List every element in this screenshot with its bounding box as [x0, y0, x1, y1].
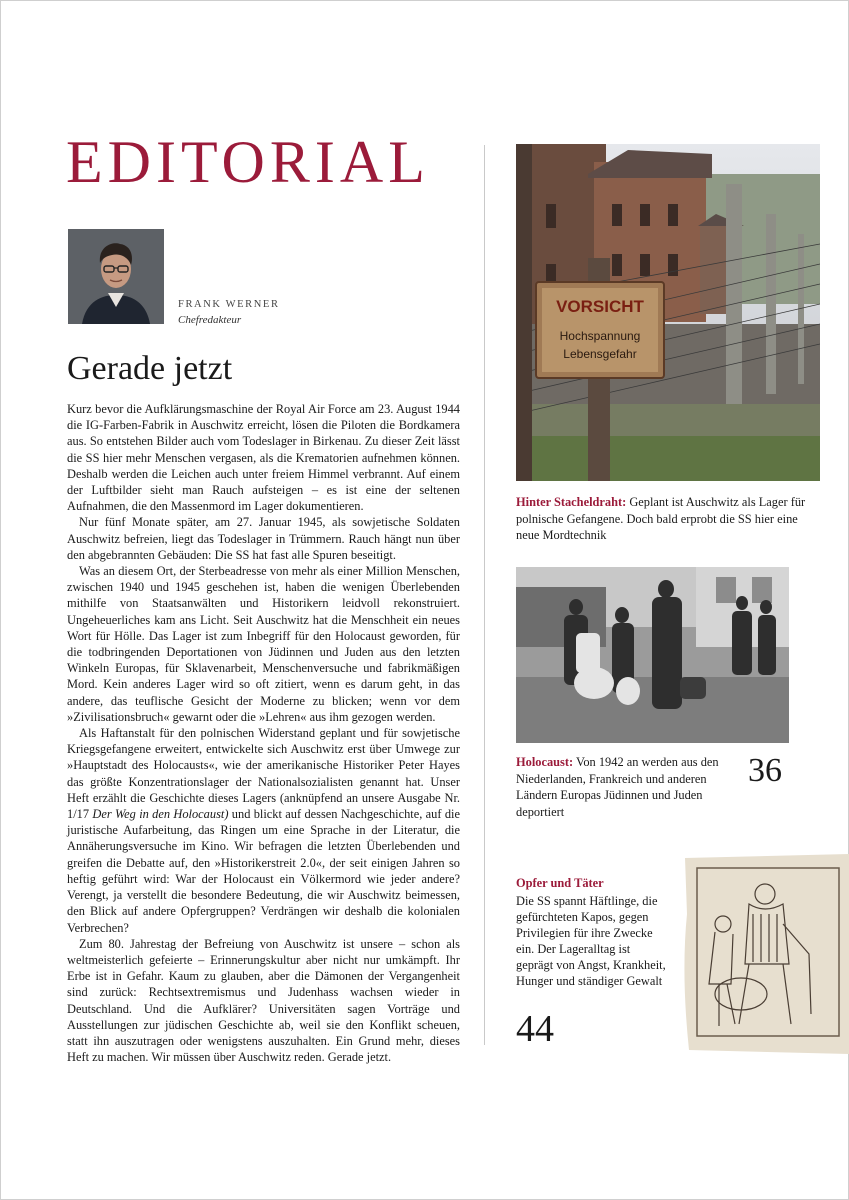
caption-lead: Opfer und Täter [516, 876, 604, 890]
sign-warning-text: VORSICHT [556, 297, 644, 316]
deportation-photo [516, 567, 789, 743]
author-name: FRANK WERNER [178, 299, 280, 310]
caption-lead: Hinter Stacheldraht: [516, 495, 627, 509]
article-body [67, 401, 460, 1065]
page-reference-36: 36 [748, 752, 782, 789]
caption-holocaust [516, 754, 731, 820]
paragraph: Kurz bevor die Aufklärungsmaschine der Royal Air Force am 23. August 1944 die IG-Farben-Fabrik in Auschwitz erreicht, lösen die Piloten die Bordkamera aus. So entstehen Bilder auch vom Todeslager in Birkenau. Zu dieser Zeit lässt die SS hier mehr Menschen vergasen, als die Krematorien aufnehmen können. Deshalb werden die Leichen auch unter freiem Himmel verbrannt. Auf einem der Luftbilder sieht man Rauch aufsteigen – es ist eine der seltenen Aufnahmen, die den Massenmord im Lager dokumentieren. [67, 402, 460, 514]
caption-barbed-wire [516, 494, 816, 544]
author-portrait [68, 229, 164, 324]
barbed-wire-photo [516, 144, 820, 481]
caption-victims-perpetrators: Die SS spannt Häftlinge, die gefürchteten Kapos, gegen Privilegien für ihre Zwecke ein. Der Lageralltag ist geprägt von Angst, Krankheit, Hunger und ständiger Gewalt [516, 894, 666, 988]
column-divider [484, 145, 485, 1045]
paragraph-text: und blickt auf dessen Nachgeschichte, auf die juristische Aufarbeitung, das Ringen um eine Sprache in der Literatur, die Annäherungsversuche im Kino. Wir befragen die letzten Überlebenden und greifen die Debatte auf, den »Historikerstreit 2.0«, der seit einigen Jahren so heftig geführt wird: War der Holocaust ein Völkermord wie jeder andere? Verengt, ja verstellt die besondere Bedeutung, die wir Auschwitz beimessen, den Blick auf andere Opfergruppen? Verdrängen wir deshalb die kolonialen Verbrechen? [67, 807, 460, 935]
issue-title: Der Weg in den Holocaust) [92, 807, 229, 822]
paragraph: Zum 80. Jahrestag der Befreiung von Auschwitz ist unsere – schon als weltmeisterlich gefeierte – Erinnerungskultur aber nicht nur umkämpft. Ihr Erbe ist in Gefahr. Kaum zu glauben, aber die Dämonen der Vergangenheit sind zurück: Rechtsextremismus und Judenhass wachsen wieder in Deutschland. Und die Aufklärer? Universitäten sagen Vorträge und Ausstellungen zur jüdischen Geschichte ab, weil sie den Konflikt scheuen, statt ihn auszutragen oder wenigstens auszuhalten. Ein Grund mehr, dieses Heft zu machen. Wir müssen über Auschwitz reden. Gerade jetzt. [67, 936, 460, 1065]
sign-danger-text: Lebensgefahr [563, 347, 637, 361]
author-role: Chefredakteur [178, 314, 242, 326]
caption-lead: Holocaust: [516, 755, 574, 769]
article-title: Gerade jetzt [67, 350, 233, 387]
prisoner-drawing [679, 854, 849, 1054]
caption-text: Von 1942 an werden aus den Niederlanden, Frankreich und anderen Ländern Europas Jüdinnen und Juden deportiert [516, 755, 719, 819]
caption-text: Geplant ist Auschwitz als Lager für polnische Gefangene. Doch bald erprobt die SS hier eine neue Mordtechnik [516, 495, 806, 542]
paragraph [67, 725, 460, 936]
paragraph: Was an diesem Ort, der Sterbeadresse von mehr als einer Million Menschen, zwischen 1940 und 1945 geschehen ist, haben die wenigen Überlebenden mithilfe von Staatsanwälten und Historikern leidvoll rekonstruiert. Ungeheuerliches kam ans Licht. Seit Auschwitz hat die Menschheit ein neues Wort für Hölle. Das Lager ist zum Inbegriff für den Holocaust geworden, für die todbringenden Deportationen von Jüdinnen und Juden aus den letzten Winkeln Europas, für Sklavenarbeit, Menschenversuche und fabrikmäßigen Mord. Kein anderes Lager wird so oft zitiert, wenn es darum geht, in das andere, das teuflische Gesicht der Moderne zu blicken; wenn vor dem »Zivilisationsbruch« gewarnt oder die »Lehren« aus ihm gezogen werden. [67, 564, 460, 724]
page-reference-44: 44 [516, 1008, 554, 1050]
paragraph: Nur fünf Monate später, am 27. Januar 1945, als sowjetische Soldaten Auschwitz befreien, liegt das Todeslager in Trümmern. Rauch hängt nun über den abgebrannten Gebäuden: Die SS hat fast alle Spuren beseitigt. [67, 515, 460, 562]
section-heading: EDITORIAL [66, 129, 430, 195]
sign-voltage-text: Hochspannung [559, 329, 641, 343]
paragraph-text: Als Haftanstalt für den polnischen Widerstand geplant und für sowjetische Kriegsgefangene erweitert, entwickelte sich Auschwitz erst über Umwege zur »Hauptstadt des Holocausts«, wie der amerikanische Historiker Peter Hayes das größte Konzentrationslager der Nationalsozialisten genannt hat. Unser Heft erzählt die Geschichte dieses Lagers (anknüpfend an unsere Ausgabe Nr. 1/17 [67, 726, 460, 822]
